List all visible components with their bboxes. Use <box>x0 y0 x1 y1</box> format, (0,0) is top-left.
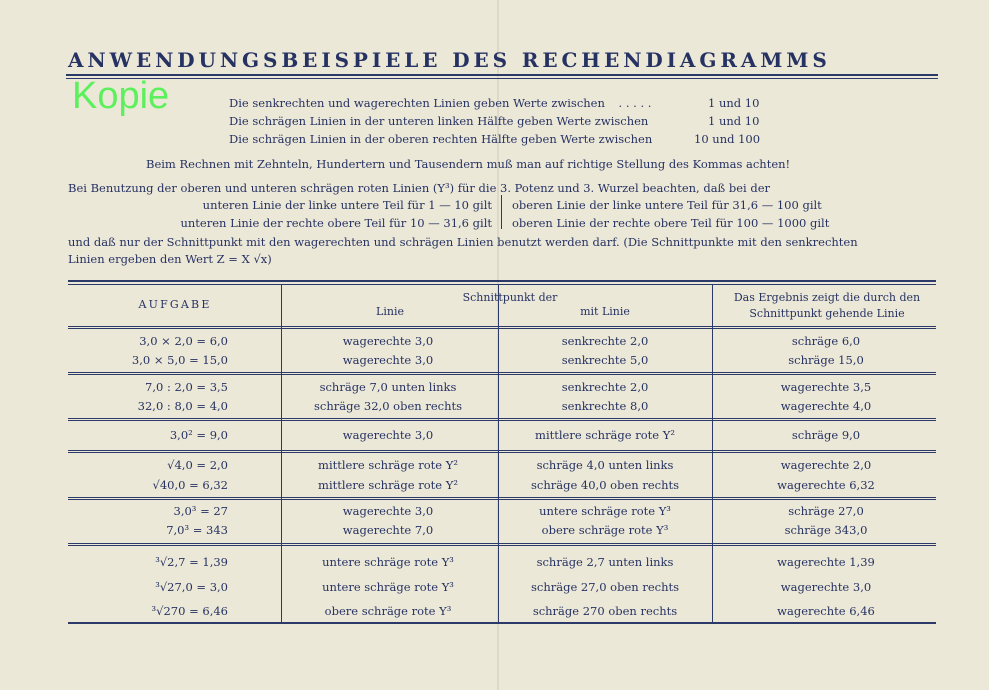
table-cell-aufgabe: 3,0³ = 27 <box>173 504 228 518</box>
table-cell-ergebnis: schräge 27,0 <box>788 504 864 518</box>
intro-line-2-range: 1 und 10 <box>708 114 760 128</box>
table-cell-aufgabe: √4,0 = 2,0 <box>167 458 228 472</box>
potenz-divider <box>501 195 502 229</box>
table-cell-mit-linie: obere schräge rote Y³ <box>541 523 669 537</box>
table-cell-linie: schräge 32,0 oben rechts <box>313 399 462 413</box>
table-top-rule-thin <box>68 284 936 285</box>
table-cell-linie: wagerechte 3,0 <box>342 334 434 348</box>
potenz-line-5: Linien ergeben den Wert Z = X √x) <box>68 252 272 266</box>
title-rule-thin <box>66 78 938 79</box>
intro-line-3-text: Die schrägen Linien in der oberen rechten Hälfte geben Werte zwischen <box>229 132 653 146</box>
table-cell-linie: obere schräge rote Y³ <box>324 604 452 618</box>
table-row-rule <box>68 418 936 419</box>
table-cell-mit-linie: schräge 2,7 unten links <box>536 555 674 569</box>
potenz-line-2-right: oberen Linie der linke untere Teil für 31,6 — 100 gilt <box>512 198 822 212</box>
potenz-line-3-left: unteren Linie der rechte obere Teil für 10 — 31,6 gilt <box>180 216 492 230</box>
potenz-line-2-left: unteren Linie der linke untere Teil für 1 — 10 gilt <box>202 198 492 212</box>
table-cell-linie: mittlere schräge rote Y² <box>318 458 458 472</box>
table-cell-mit-linie: senkrechte 2,0 <box>561 380 649 394</box>
intro-line-1-dots: . . . . . <box>618 96 652 110</box>
intro-line-2-text: Die schrägen Linien in der unteren linken Hälfte geben Werte zwischen <box>229 114 649 128</box>
potenz-line-3-right: oberen Linie der rechte obere Teil für 100 — 1000 gilt <box>512 216 830 230</box>
table-cell-aufgabe: √40,0 = 6,32 <box>152 478 228 492</box>
table-cell-mit-linie: schräge 4,0 unten links <box>536 458 674 472</box>
table-cell-mit-linie: untere schräge rote Y³ <box>539 504 671 518</box>
table-cell-aufgabe: ³√2,7 = 1,39 <box>155 555 228 569</box>
table-cell-mit-linie: senkrechte 2,0 <box>561 334 649 348</box>
table-cell-mit-linie: schräge 270 oben rechts <box>532 604 678 618</box>
table-row-rule-2 <box>68 499 936 500</box>
kopie-stamp: Kopie <box>72 75 170 117</box>
table-cell-aufgabe: ³√270 = 6,46 <box>151 604 228 618</box>
table-cell-mit-linie: senkrechte 5,0 <box>561 353 649 367</box>
table-row-rule-2 <box>68 420 936 421</box>
header-schnittpunkt: Schnittpunkt der <box>462 291 558 304</box>
table-cell-linie: wagerechte 3,0 <box>342 428 434 442</box>
table-cell-linie: untere schräge rote Y³ <box>322 580 454 594</box>
header-mit-linie: mit Linie <box>580 305 630 318</box>
table-cell-aufgabe: ³√27,0 = 3,0 <box>155 580 228 594</box>
table-cell-ergebnis: schräge 343,0 <box>784 523 868 537</box>
table-cell-aufgabe: 3,0 × 2,0 = 6,0 <box>139 334 228 348</box>
document-title: ANWENDUNGSBEISPIELE DES RECHENDIAGRAMMS <box>68 48 831 72</box>
header-linie: Linie <box>376 305 404 318</box>
table-cell-aufgabe: 7,0³ = 343 <box>166 523 228 537</box>
potenz-line-4: und daß nur der Schnittpunkt mit den wagerechten und schrägen Linien benutzt werden darf. (Die Schnittpunkte mit den senkrechten <box>68 235 858 249</box>
header-aufgabe: AUFGABE <box>138 298 212 311</box>
table-cell-linie: schräge 7,0 unten links <box>319 380 457 394</box>
intro-line-1-text: Die senkrechten und wagerechten Linien geben Werte zwischen <box>229 96 605 110</box>
table-cell-ergebnis: wagerechte 1,39 <box>777 555 875 569</box>
title-rule <box>66 74 938 76</box>
table-cell-ergebnis: schräge 15,0 <box>788 353 864 367</box>
table-row-rule-2 <box>68 374 936 375</box>
header-ergebnis-line-2: Schnittpunkt gehende Linie <box>749 307 905 320</box>
table-row-rule <box>68 372 936 373</box>
table-cell-aufgabe: 3,0² = 9,0 <box>169 428 228 442</box>
table-bottom-rule <box>68 622 936 624</box>
table-cell-mit-linie: schräge 27,0 oben rechts <box>530 580 679 594</box>
table-cell-mit-linie: mittlere schräge rote Y² <box>535 428 675 442</box>
table-cell-ergebnis: schräge 9,0 <box>791 428 861 442</box>
table-col-divider-2 <box>498 284 499 624</box>
table-cell-linie: wagerechte 3,0 <box>342 504 434 518</box>
table-cell-linie: wagerechte 7,0 <box>342 523 434 537</box>
table-row-rule-2 <box>68 545 936 546</box>
comma-note: Beim Rechnen mit Zehnteln, Hundertern und Tausendern muß man auf richtige Stellung des Kommas achten! <box>146 157 791 171</box>
intro-line-3-range: 10 und 100 <box>694 132 761 146</box>
table-cell-ergebnis: wagerechte 2,0 <box>780 458 872 472</box>
table-cell-ergebnis: wagerechte 3,5 <box>780 380 872 394</box>
intro-line-1-range: 1 und 10 <box>708 96 760 110</box>
table-cell-linie: untere schräge rote Y³ <box>322 555 454 569</box>
table-cell-ergebnis: wagerechte 6,46 <box>777 604 875 618</box>
header-ergebnis-line-1: Das Ergebnis zeigt die durch den <box>733 291 921 304</box>
table-cell-linie: wagerechte 3,0 <box>342 353 434 367</box>
table-cell-mit-linie: schräge 40,0 oben rechts <box>530 478 679 492</box>
table-cell-ergebnis: wagerechte 4,0 <box>780 399 872 413</box>
table-cell-ergebnis: schräge 6,0 <box>791 334 861 348</box>
table-header-rule-2 <box>68 328 936 329</box>
table-cell-ergebnis: wagerechte 3,0 <box>780 580 872 594</box>
table-cell-ergebnis: wagerechte 6,32 <box>777 478 875 492</box>
table-cell-mit-linie: senkrechte 8,0 <box>561 399 649 413</box>
table-row-rule-2 <box>68 452 936 453</box>
table-col-divider-3 <box>712 284 713 624</box>
table-row-rule <box>68 543 936 544</box>
table-row-rule <box>68 497 936 498</box>
table-cell-aufgabe: 7,0 : 2,0 = 3,5 <box>145 380 228 394</box>
table-cell-aufgabe: 3,0 × 5,0 = 15,0 <box>131 353 228 367</box>
table-row-rule <box>68 450 936 451</box>
table-top-rule <box>68 280 936 282</box>
table-cell-linie: mittlere schräge rote Y² <box>318 478 458 492</box>
potenz-line-1: Bei Benutzung der oberen und unteren schrägen roten Linien (Y³) für die 3. Potenz und 3. Wurzel beachten, daß bei der <box>68 181 771 195</box>
intro-line-1 <box>229 96 651 110</box>
table-header-rule <box>68 326 936 327</box>
table-cell-aufgabe: 32,0 : 8,0 = 4,0 <box>137 399 228 413</box>
